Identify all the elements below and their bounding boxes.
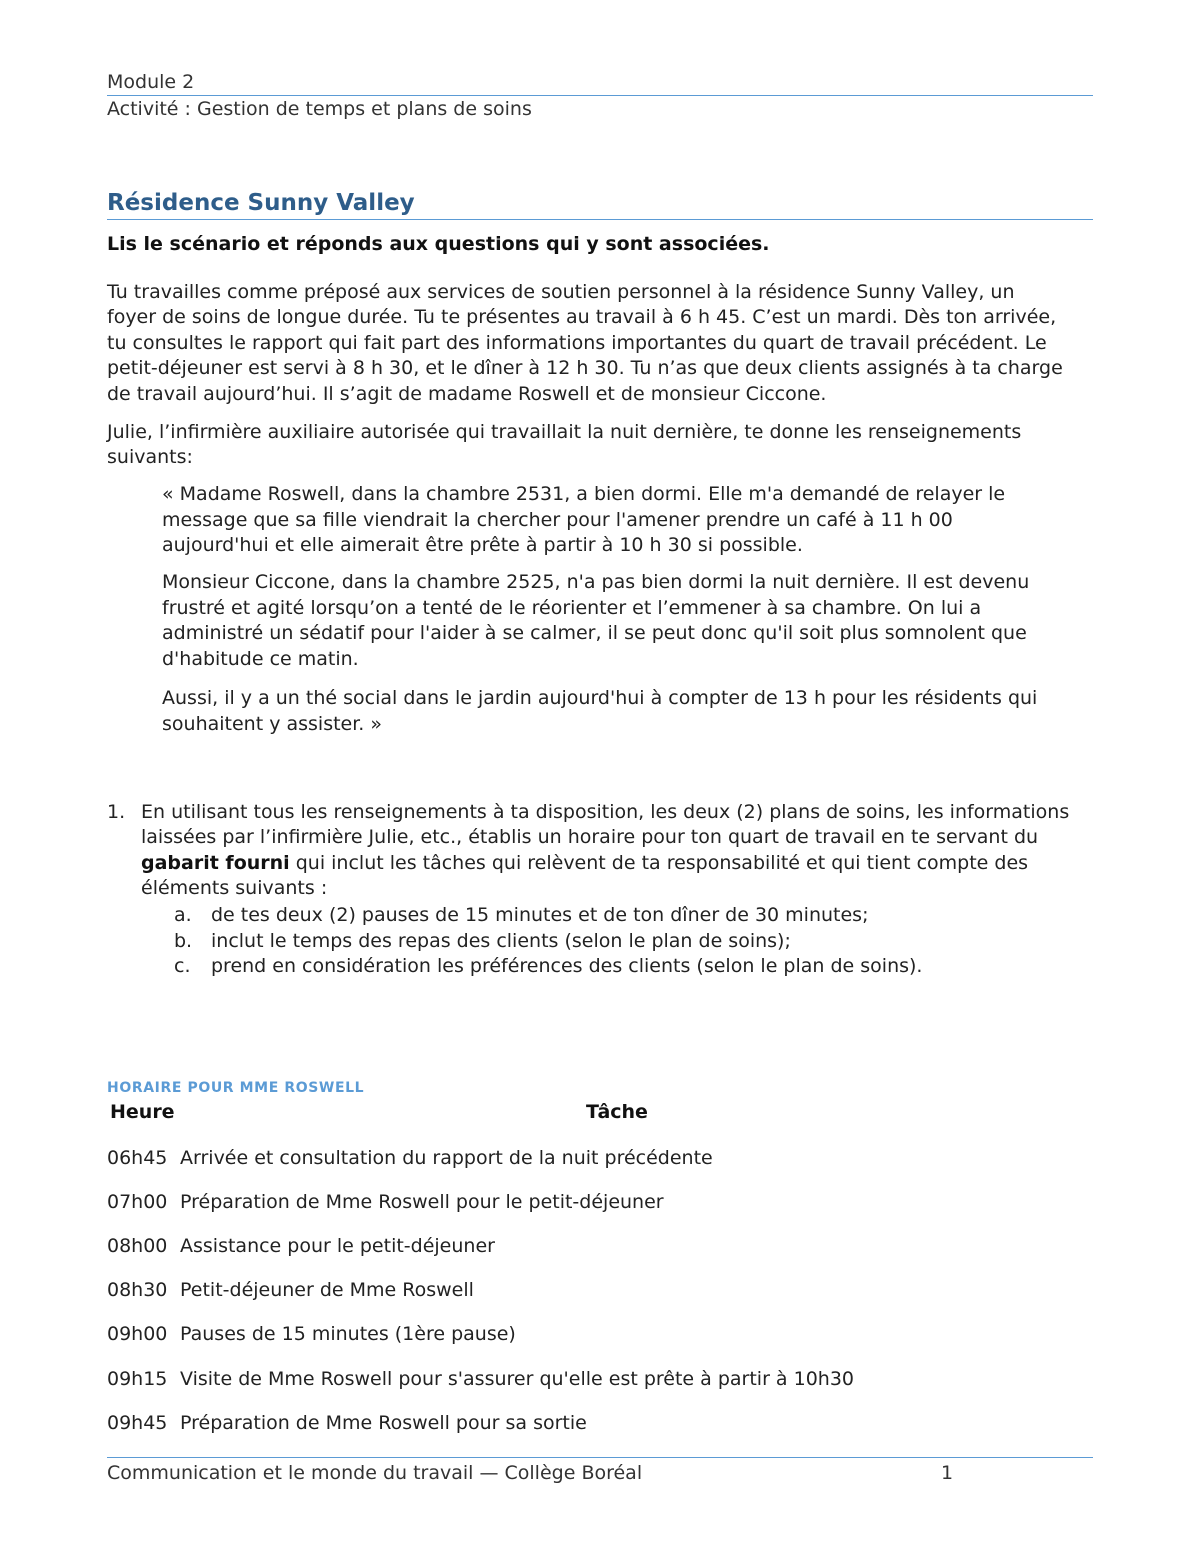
page-number: 1 <box>941 1462 954 1484</box>
footer-text: Communication et le monde du travail — Collège Boréal <box>107 1462 643 1484</box>
schedule-row <box>107 1233 495 1259</box>
question-item-text: de tes deux (2) pauses de 15 minutes et de ton dîner de 30 minutes; <box>211 904 869 926</box>
question-item-letter: c. <box>174 955 191 977</box>
question-item-letter: a. <box>174 904 192 926</box>
question-text <box>141 800 1091 902</box>
instruction: Lis le scénario et réponds aux questions qui y sont associées. <box>107 233 770 255</box>
schedule-row <box>107 1321 516 1347</box>
header-divider <box>107 95 1093 96</box>
question-text-before: En utilisant tous les renseignements à ta disposition, les deux (2) plans de soins, les informations laissées par l’infirmière Julie, etc., établis un horaire pour ton quart de travail en te servant du <box>141 801 1070 849</box>
schedule-row <box>107 1189 664 1215</box>
schedule-task: Préparation de Mme Roswell pour le petit-déjeuner <box>180 1191 664 1213</box>
schedule-column-heure: Heure <box>110 1101 175 1123</box>
schedule-time: 07h00 <box>107 1191 168 1213</box>
schedule-task: Arrivée et consultation du rapport de la nuit précédente <box>180 1147 713 1169</box>
schedule-time: 06h45 <box>107 1147 168 1169</box>
quote-paragraph: Aussi, il y a un thé social dans le jardin aujourd'hui à compter de 13 h pour les résidents qui souhaitent y assister. » <box>162 687 1038 735</box>
quote-paragraph: Monsieur Ciccone, dans la chambre 2525, n'a pas bien dormi la nuit dernière. Il est devenu frustré et agité lorsqu’on a tenté de le réorienter et l’emmener à sa chambre. On lui a administré un sédatif pour l'aider à se calmer, il se peut donc qu'il soit plus somnolent que d'habitude ce matin. <box>162 571 1030 670</box>
schedule-task: Visite de Mme Roswell pour s'assurer qu'elle est prête à partir à 10h30 <box>180 1368 855 1390</box>
schedule-task: Pauses de 15 minutes (1ère pause) <box>180 1323 516 1345</box>
document-page <box>107 0 1093 1553</box>
question-item <box>174 903 869 928</box>
question-bold-template: gabarit fourni <box>141 851 290 874</box>
schedule-row <box>107 1410 587 1436</box>
question-item-text: prend en considération les préférences des clients (selon le plan de soins). <box>211 955 923 977</box>
question-number: 1. <box>107 801 126 823</box>
schedule-time: 08h30 <box>107 1279 168 1301</box>
header-module: Module 2 <box>107 71 195 93</box>
schedule-time: 08h00 <box>107 1235 168 1257</box>
schedule-heading: HORAIRE POUR MME ROSWELL <box>107 1080 365 1096</box>
schedule-time: 09h15 <box>107 1368 168 1390</box>
question-item-letter: b. <box>174 930 193 952</box>
question-item <box>174 954 922 979</box>
schedule-task: Petit-déjeuner de Mme Roswell <box>180 1279 474 1301</box>
schedule-time: 09h45 <box>107 1412 168 1434</box>
question-text-after: qui inclut les tâches qui relèvent de ta responsabilité et qui tient compte des éléments suivants : <box>141 851 1029 900</box>
schedule-column-tache: Tâche <box>586 1101 648 1123</box>
schedule-row <box>107 1277 474 1303</box>
scenario-paragraph: Tu travailles comme préposé aux services de soutien personnel à la résidence Sunny Valley, un foyer de soins de longue durée. Tu te présentes au travail à 6 h 45. C’est un mardi. Dès ton arrivée, tu consultes le rapport qui fait part des informations importantes du quart de travail précédent. Le petit-déjeuner est servi à 8 h 30, et le dîner à 12 h 30. Tu n’as que deux clients assignés à ta charge de travail aujourd’hui. Il s’agit de madame Roswell et de monsieur Ciccone. <box>107 281 1063 405</box>
header-activity: Activité : Gestion de temps et plans de soins <box>107 98 532 120</box>
question-item <box>174 929 791 954</box>
schedule-row <box>107 1145 713 1171</box>
quote-paragraph: « Madame Roswell, dans la chambre 2531, a bien dormi. Elle m'a demandé de relayer le message que sa fille viendrait la chercher pour l'amener prendre un café à 11 h 00 aujourd'hui et elle aimerait être prête à partir à 10 h 30 si possible. <box>162 483 1006 557</box>
document-title: Résidence Sunny Valley <box>107 190 415 216</box>
schedule-row <box>107 1366 854 1392</box>
scenario-paragraph: Julie, l’infirmière auxiliaire autorisée qui travaillait la nuit dernière, te donne les renseignements suivants: <box>107 421 1022 469</box>
schedule-task: Préparation de Mme Roswell pour sa sortie <box>180 1412 587 1434</box>
schedule-task: Assistance pour le petit-déjeuner <box>180 1235 495 1257</box>
title-divider <box>107 219 1093 220</box>
footer-divider <box>107 1457 1093 1458</box>
schedule-time: 09h00 <box>107 1323 168 1345</box>
question-item-text: inclut le temps des repas des clients (selon le plan de soins); <box>211 930 791 952</box>
